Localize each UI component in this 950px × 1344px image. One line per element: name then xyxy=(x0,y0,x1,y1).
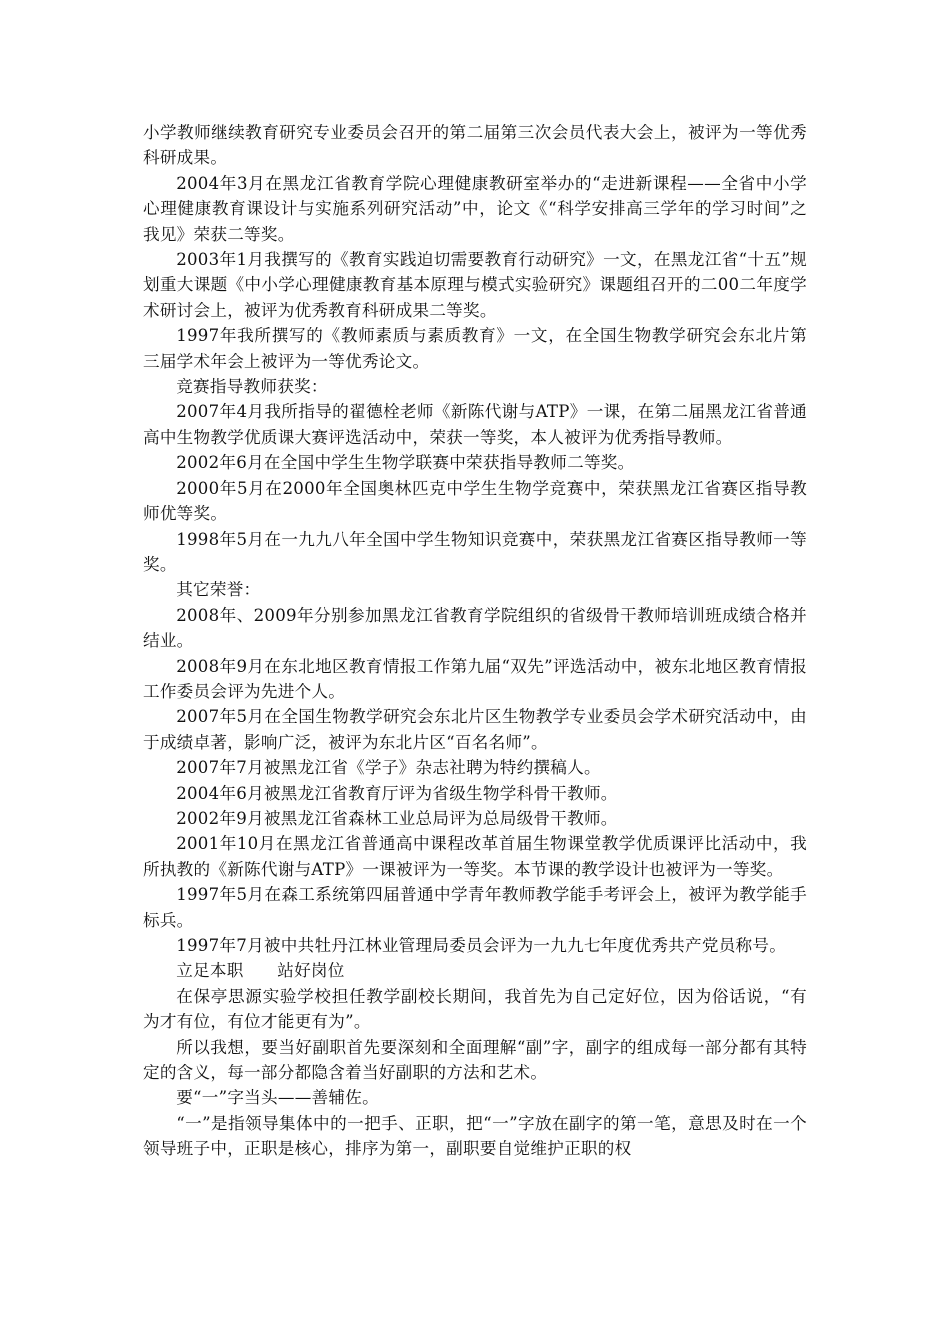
paragraph-8: 2000年5月在2000年全国奥林匹克中学生生物学竞赛中，荣获黑龙江省赛区指导教师优等奖。 xyxy=(143,478,807,524)
section-heading-other-honors: 其它荣誉： xyxy=(176,580,261,600)
paragraph-6: 2007年4月我所指导的翟德栓老师《新陈代谢与ATP》一课，在第二届黑龙江省普通高中生物教学优质课大赛评选活动中，荣获一等奖，本人被评为优秀指导教师。 xyxy=(143,402,807,447)
paragraph-9: 1998年5月在一九九八年全国中学生物知识竞赛中，荣获黑龙江省赛区指导教师一等奖。 xyxy=(143,529,807,574)
paragraph-22: 所以我想，要当好副职首先要深刻和全面理解“副”字，副字的组成每一部分都有其特定的含义，每一部分都隐含着当好副职的方法和艺术。 xyxy=(143,1037,807,1083)
paragraph-2: 2004年3月在黑龙江省教育学院心理健康教研室举办的“走进新课程——全省中小学心理健康教育课设计与实施系列研究活动”中，论文《“科学安排高三学年的学习时间”之我见》荣获二等奖。 xyxy=(143,173,807,244)
paragraph-13: 2007年5月在全国生物教学研究会东北片区生物教学专业委员会学术研究活动中，由于成绩卓著，影响广泛，被评为东北片区“百名名师”。 xyxy=(143,707,807,752)
paragraph-16: 2002年9月被黑龙江省森林工业总局评为总局级骨干教师。 xyxy=(176,808,618,828)
section-heading-stand-post: 立足本职 站好岗位 xyxy=(176,961,345,981)
paragraph-7: 2002年6月在全国中学生生物学联赛中荣获指导教师二等奖。 xyxy=(176,453,635,473)
paragraph-17: 2001年10月在黑龙江省普通高中课程改革首届生物课堂教学优质课评比活动中，我所执教的《新陈代谢与ATP》一课被评为一等奖。本节课的教学设计也被评为一等奖。 xyxy=(143,834,807,879)
section-heading-competition-awards: 竞赛指导教师获奖： xyxy=(176,377,328,397)
paragraph-15: 2004年6月被黑龙江省教育厅评为省级生物学科骨干教师。 xyxy=(176,783,618,803)
paragraph-18: 1997年5月在森工系统第四届普通中学青年教师教学能手考评会上，被评为教学能手标兵。 xyxy=(143,885,807,930)
paragraph-23: 要“一”字当头——善辅佐。 xyxy=(176,1088,379,1108)
paragraph-1: 小学教师继续教育研究专业委员会召开的第二届第三次会员代表大会上，被评为一等优秀科研成果。 xyxy=(143,123,807,168)
paragraph-19: 1997年7月被中共牡丹江林业管理局委员会评为一九九七年度优秀共产党员称号。 xyxy=(176,936,787,955)
paragraph-3: 2003年1月我撰写的《教育实践迫切需要教育行动研究》一文，在黑龙江省“十五”规划重大课题《中小学心理健康教育基本原理与模式实验研究》课题组召开的二00二年度学术研讨会上，被评为优秀教育科研成果二等奖。 xyxy=(143,250,807,320)
paragraph-11: 2008年、2009年分别参加黑龙江省教育学院组织的省级骨干教师培训班成绩合格并结业。 xyxy=(143,605,807,651)
paragraph-14: 2007年7月被黑龙江省《学子》杂志社聘为特约撰稿人。 xyxy=(176,758,601,778)
document-page xyxy=(143,120,807,1162)
paragraph-4: 1997年我所撰写的《教师素质与素质教育》一文，在全国生物教学研究会东北片第三届学术年会上被评为一等优秀论文。 xyxy=(143,326,807,371)
paragraph-21: 在保亭思源实验学校担任教学副校长期间，我首先为自己定好位，因为俗话说，“有为才有位，有位才能更有为”。 xyxy=(143,986,807,1032)
paragraph-12: 2008年9月在东北地区教育情报工作第九届“双先”评选活动中，被东北地区教育情报工作委员会评为先进个人。 xyxy=(143,656,807,701)
paragraph-24: “一”是指领导集体中的一把手、正职，把“一”字放在副字的第一笔，意思及时在一个领导班子中，正职是核心，排序为第一，副职要自觉维护正职的权 xyxy=(143,1113,807,1159)
